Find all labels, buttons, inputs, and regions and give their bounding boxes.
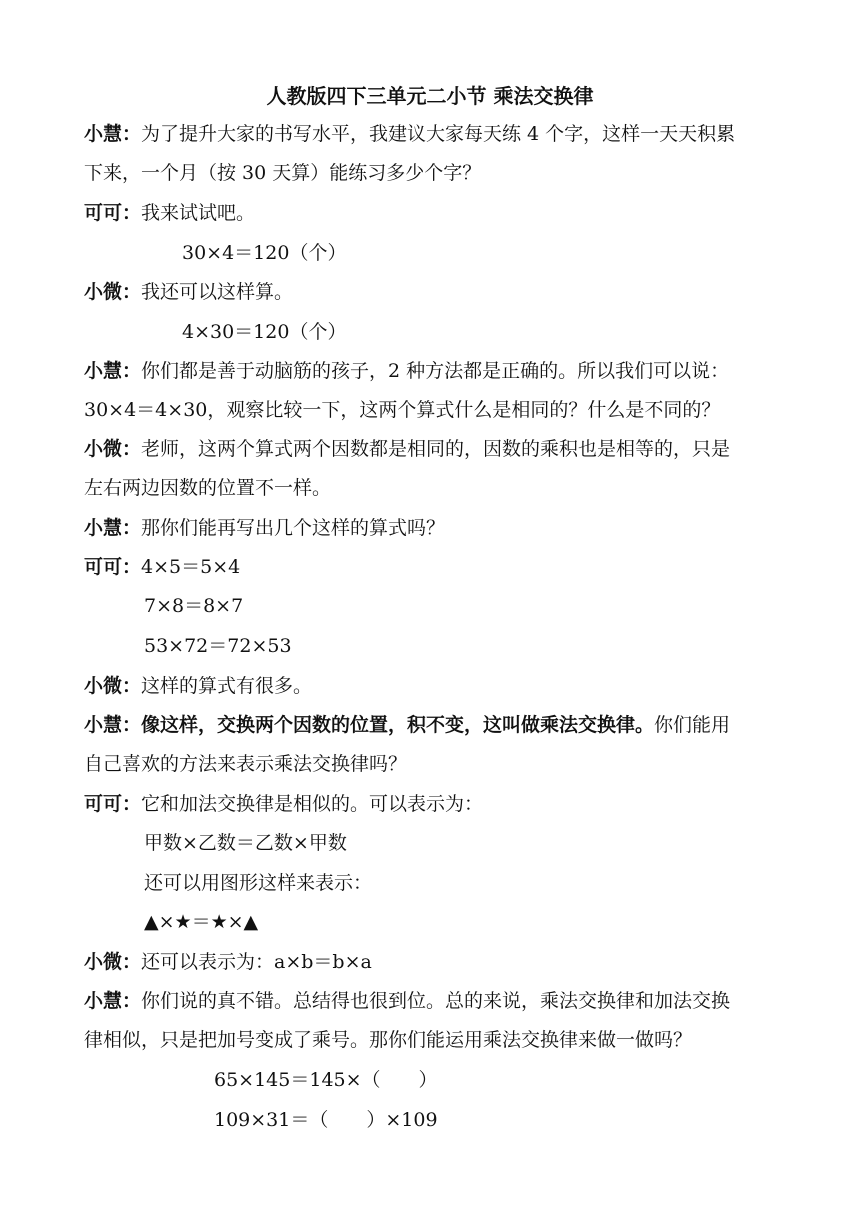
speaker-label: 小慧： [84,360,142,382]
formula-line-symbols: ▲×★＝★×▲ [144,911,259,933]
speaker-label: 小微： [84,675,142,697]
speaker-label: 小慧： [84,517,142,539]
paragraph-line [84,276,293,308]
speaker-label: 可可： [84,202,142,224]
dialogue-text: 这样的算式有很多。 [141,675,313,697]
speaker-label: 小慧： [84,990,142,1012]
dialogue-text: 那你们能再写出几个这样的算式吗？ [141,517,446,539]
dialogue-text-continued: 自己喜欢的方法来表示乘法交换律吗？ [84,753,408,775]
dialogue-text: 还可以表示为：a×b＝b×a [141,951,372,973]
dialogue-text-continued: 下来，一个月（按 30 天算）能练习多少个字？ [84,162,482,184]
paragraph-line [84,946,372,978]
speaker-label: 小慧： [84,123,142,145]
paragraph-line [84,670,312,702]
dialogue-text-continued: 律相似，只是把加号变成了乘号。那你们能运用乘法交换律来做一做吗？ [84,1029,693,1051]
formula-line: 甲数×乙数＝乙数×甲数 [144,832,347,854]
dialogue-text-continued: 30×4＝4×30，观察比较一下，这两个算式什么是相同的？什么是不同的？ [84,399,721,421]
paragraph-line [84,197,255,229]
definition-text: 像这样，交换两个因数的位置，积不变，这叫做乘法交换律。 [141,714,655,736]
formula-line: 还可以用图形这样来表示： [144,872,373,894]
paragraph-line [84,512,445,544]
dialogue-text: 老师，这两个算式两个因数都是相同的，因数的乘积也是相等的，只是 [141,438,731,460]
formula-line: 4×30＝120（个） [182,321,347,343]
paragraph-line [84,985,730,1017]
exercise-line: 109×31＝（ ）×109 [214,1109,438,1131]
speaker-label: 小微： [84,281,142,303]
paragraph-line [84,118,735,150]
formula-line: 7×8＝8×7 [144,595,244,617]
paragraph-line [84,709,730,741]
speaker-label: 小微： [84,951,142,973]
speaker-label: 可可： [84,556,142,578]
dialogue-text: 它和加法交换律是相似的。可以表示为： [141,793,484,815]
formula-text: 4×5＝5×4 [141,556,241,578]
dialogue-text: 你们能用 [654,714,731,736]
formula-line: 30×4＝120（个） [182,242,347,264]
dialogue-text: 我还可以这样算。 [141,281,294,303]
speaker-label: 可可： [84,793,142,815]
paragraph-line [84,433,730,465]
dialogue-text: 你们说的真不错。总结得也很到位。总的来说，乘法交换律和加法交换 [141,990,731,1012]
exercise-line: 65×145＝145×（ ） [214,1069,438,1091]
paragraph-line [84,355,729,387]
page-title: 人教版四下三单元二小节 乘法交换律 [266,84,594,108]
dialogue-text: 你们都是善于动脑筋的孩子，2 种方法都是正确的。所以我们可以说： [141,360,730,382]
speaker-label: 小微： [84,438,142,460]
dialogue-text: 为了提升大家的书写水平，我建议大家每天练 4 个字，这样一天天积累 [141,123,736,145]
paragraph-line [84,551,240,583]
speaker-label: 小慧： [84,714,142,736]
paragraph-line [84,788,483,820]
formula-line: 53×72＝72×53 [144,635,292,657]
dialogue-text-continued: 左右两边因数的位置不一样。 [84,477,332,499]
dialogue-text: 我来试试吧。 [141,202,256,224]
